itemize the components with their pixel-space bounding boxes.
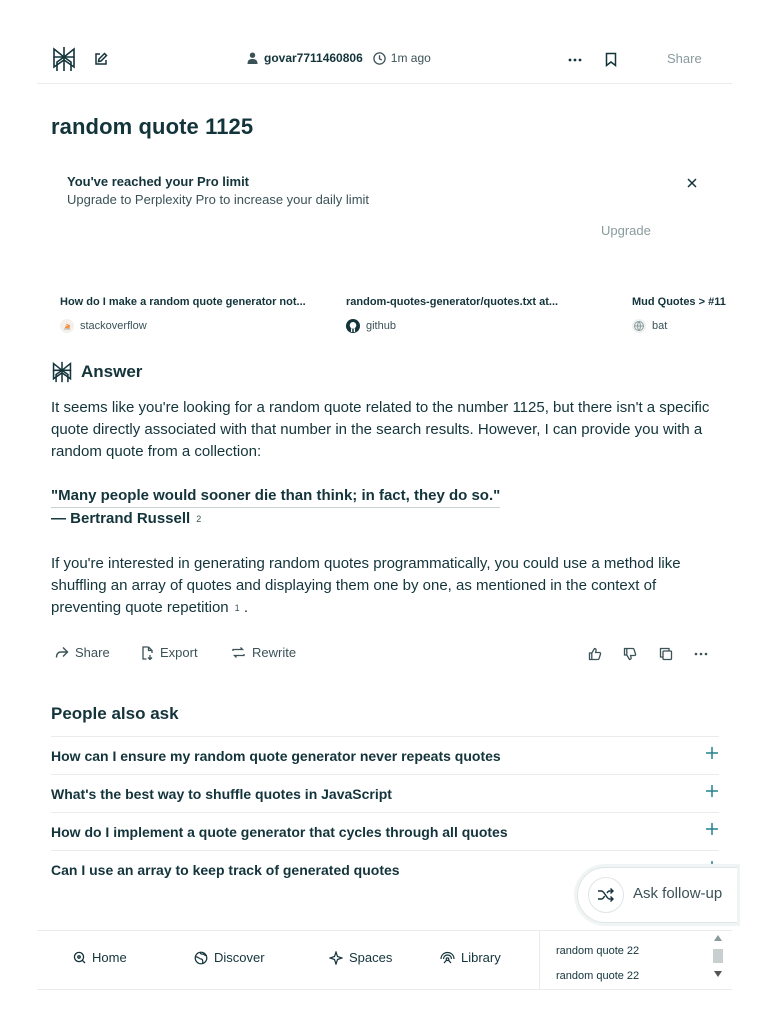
stackoverflow-icon: [60, 319, 74, 333]
nav-spaces-label: Spaces: [349, 950, 393, 965]
answer-heading: [51, 360, 142, 384]
answer-paragraph: [51, 553, 719, 619]
source-title: How do I make a random quote generator not...: [60, 296, 306, 308]
quote-text: "Many people would sooner die than think; in fact, they do so.": [51, 485, 500, 508]
answer-paragraph-text: If you're interested in generating random quotes programmatically, you could use a method like shuffling an array of quotes and displaying them one by one, as mentioned in the context of preventing quote repetition: [51, 555, 681, 616]
recent-thread-item[interactable]: random quote 22: [556, 970, 640, 982]
pro-limit-subtitle: Upgrade to Perplexity Pro to increase your daily limit: [67, 192, 370, 207]
quote-author: — Bertrand Russell: [51, 510, 191, 527]
share-button[interactable]: Share: [667, 51, 702, 66]
citation-badge[interactable]: 2: [196, 514, 202, 524]
plus-icon[interactable]: [705, 784, 719, 798]
scrollbar-thumb[interactable]: [713, 949, 723, 963]
answer-label: Answer: [81, 362, 143, 381]
thumbs-down-icon[interactable]: [623, 647, 637, 661]
search-icon: [73, 951, 86, 964]
share-icon: [55, 646, 69, 659]
bottom-navigation: [37, 930, 732, 990]
source-domain: stackoverflow: [80, 320, 147, 332]
nav-spaces[interactable]: [329, 950, 392, 965]
source-title: random-quotes-generator/quotes.txt at...: [346, 296, 559, 308]
citation-badge[interactable]: 1: [234, 603, 240, 613]
rewrite-icon: [231, 646, 246, 659]
bookmark-icon[interactable]: [605, 52, 617, 67]
sources-row: [51, 296, 732, 344]
scroll-up-icon[interactable]: [714, 935, 722, 941]
answer-paragraph: It seems like you're looking for a random quote related to the number 1125, but there isn't a specific quote directly associated with that number in the search results. However, I can provide you with a random quote from a collection:: [51, 399, 710, 460]
user-icon: [247, 52, 258, 64]
recent-threads-list: [539, 931, 725, 989]
related-question-text: How do I implement a quote generator that cycles through all quotes: [51, 823, 508, 840]
rewrite-button[interactable]: [231, 645, 296, 660]
close-icon[interactable]: [687, 178, 697, 188]
export-button[interactable]: [141, 645, 198, 660]
edit-icon[interactable]: [93, 51, 109, 67]
share-answer-label: Share: [75, 645, 110, 660]
more-options-icon[interactable]: [694, 652, 708, 656]
related-question[interactable]: [51, 736, 719, 774]
related-question-text: How can I ensure my random quote generator never repeats quotes: [51, 747, 501, 764]
follow-up-placeholder: Ask follow-up: [633, 885, 723, 902]
more-options-icon[interactable]: [568, 58, 582, 62]
people-also-ask-list: [51, 736, 719, 888]
source-title: Mud Quotes > #11: [632, 296, 726, 308]
pro-limit-title: You've reached your Pro limit: [67, 174, 250, 189]
thread-meta: [247, 51, 431, 65]
rewrite-label: Rewrite: [252, 645, 297, 660]
follow-up-input[interactable]: [577, 867, 737, 923]
thread-timestamp: 1m ago: [390, 51, 431, 65]
nav-library[interactable]: [440, 950, 501, 965]
nav-home-label: Home: [92, 950, 127, 965]
library-icon: [440, 951, 455, 964]
thread-page: [37, 0, 732, 1024]
globe-icon: [632, 319, 646, 333]
share-answer-button[interactable]: [55, 645, 110, 660]
nav-discover[interactable]: [194, 950, 265, 965]
page-title: random quote 1125: [51, 114, 254, 139]
source-card[interactable]: [632, 296, 732, 333]
clock-icon: [373, 52, 386, 65]
thread-author[interactable]: govar7711460806: [264, 51, 363, 65]
thread-header: [37, 38, 732, 84]
pro-limit-banner: [51, 166, 711, 256]
shuffle-button[interactable]: [588, 877, 624, 913]
source-card[interactable]: [346, 296, 582, 333]
people-also-ask-title: People also ask: [51, 704, 179, 723]
answer-actions: [51, 645, 719, 667]
answer-quote: [51, 485, 500, 530]
source-domain: github: [366, 320, 396, 332]
related-question-text: Can I use an array to keep track of generated quotes: [51, 861, 400, 878]
shuffle-icon: [597, 888, 615, 902]
export-icon: [141, 646, 154, 660]
related-question[interactable]: [51, 812, 719, 850]
github-icon: [346, 319, 360, 333]
perplexity-logo-icon[interactable]: [51, 45, 77, 73]
perplexity-logo-icon: [51, 360, 73, 384]
export-label: Export: [160, 645, 198, 660]
answer-paragraph-end: .: [243, 599, 248, 616]
source-domain: bat: [652, 320, 668, 332]
scroll-down-icon[interactable]: [714, 971, 722, 977]
plus-icon[interactable]: [705, 746, 719, 760]
nav-home[interactable]: [73, 950, 127, 965]
plus-icon[interactable]: [705, 822, 719, 836]
recent-threads-scrollbar[interactable]: [711, 933, 725, 985]
globe-icon: [194, 951, 208, 965]
related-question-text: What's the best way to shuffle quotes in JavaScript: [51, 785, 392, 802]
spaces-icon: [329, 951, 343, 965]
nav-library-label: Library: [461, 950, 501, 965]
copy-icon[interactable]: [659, 647, 673, 661]
related-question[interactable]: [51, 774, 719, 812]
upgrade-button[interactable]: Upgrade: [601, 223, 651, 238]
source-card[interactable]: [60, 296, 326, 333]
recent-thread-item[interactable]: random quote 22: [556, 945, 640, 957]
nav-discover-label: Discover: [214, 950, 265, 965]
thumbs-up-icon[interactable]: [588, 647, 602, 661]
